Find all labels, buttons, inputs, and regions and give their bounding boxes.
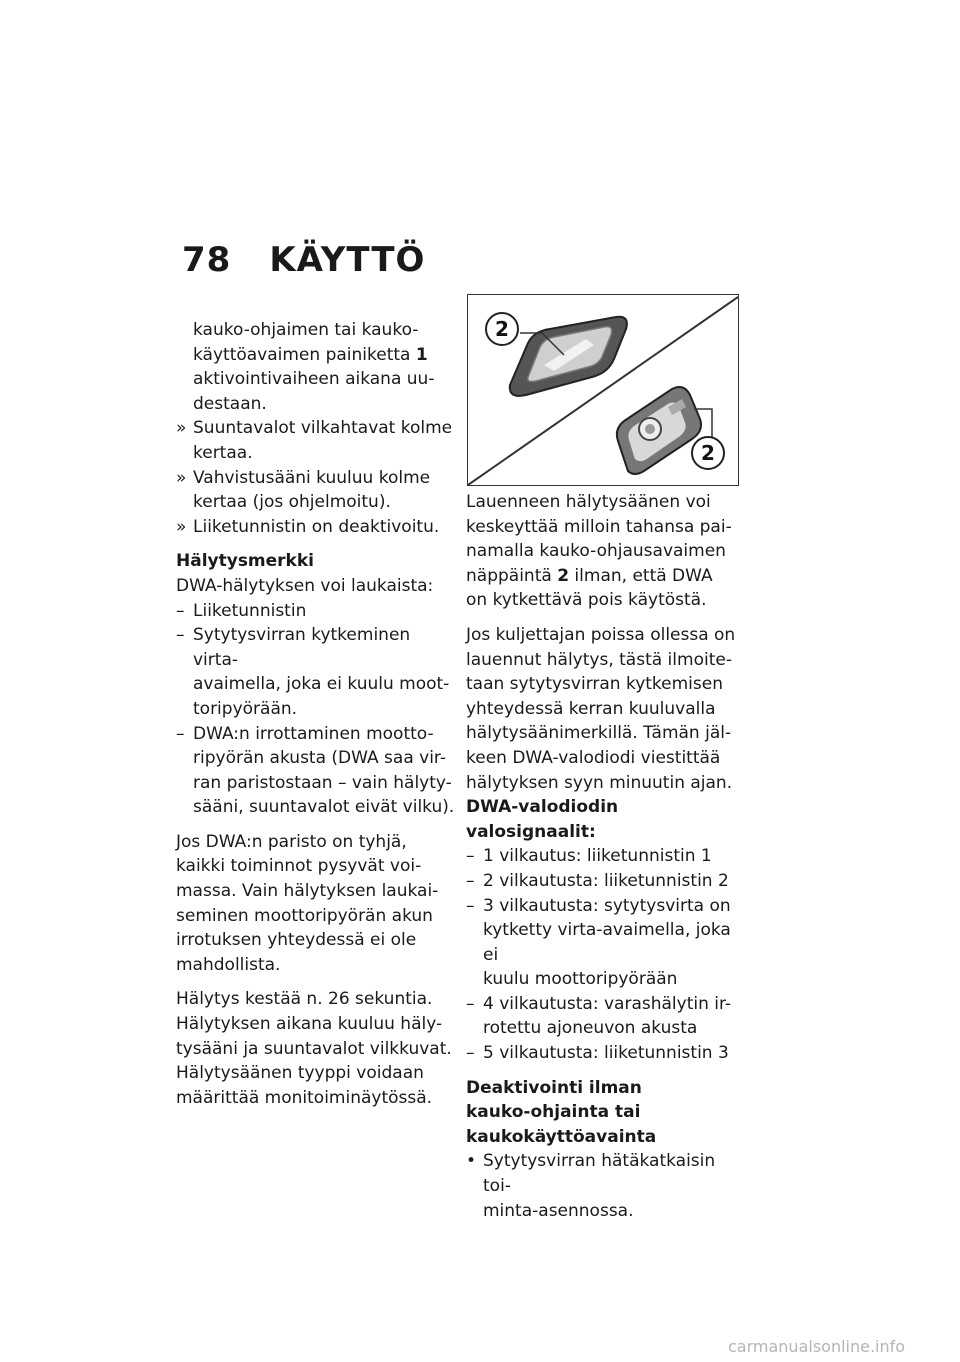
result-item [176, 416, 456, 465]
callout-bottom: 2 [701, 441, 715, 465]
text-line: sääni, suuntavalot eivät vilku). [193, 797, 455, 818]
led-heading: DWA-valodiodin valosignaalit: [466, 797, 619, 842]
deactivation-heading [466, 1076, 746, 1150]
text-line: Vahvistusääni kuuluu kolme [193, 467, 431, 488]
duration-paragraph [176, 987, 456, 1110]
text-line: käyttöavaimen painiketta [193, 344, 416, 365]
text-line: Sytytysvirran kytkeminen virta- [193, 625, 411, 670]
text-line: Hälytys kestää n. 26 sekuntia. [176, 989, 433, 1010]
battery-paragraph [176, 830, 456, 978]
trigger-list [176, 599, 456, 820]
alarm-intro: DWA-hälytyksen voi laukaista: [176, 575, 434, 596]
text-line: määrittää monitoiminäytössä. [176, 1087, 433, 1108]
text-line: avaimella, joka ei kuulu moot- [193, 674, 450, 695]
signal-item [466, 1041, 746, 1066]
text-line: 4 vilkautusta: varashälytin ir- [483, 993, 732, 1014]
text-line: hälytysäänimerkillä. Tämän jäl- [466, 723, 732, 744]
text-line: keskeyttää milloin tahansa pai- [466, 516, 732, 537]
trigger-item [176, 722, 456, 820]
list-marker: – [176, 600, 185, 621]
text-line: Hälytyksen aikana kuuluu häly- [176, 1014, 443, 1035]
text-line: namalla kauko-ohjausavaimen [466, 541, 726, 562]
result-item [176, 515, 456, 540]
signal-item [466, 869, 746, 894]
list-marker: – [176, 625, 185, 646]
list-marker: • [466, 1151, 477, 1172]
list-marker: » [176, 516, 187, 537]
text-line: minta-asennossa. [483, 1200, 634, 1221]
text-line: toripyörään. [193, 698, 298, 719]
text-line: Hälytysäänen tyyppi voidaan [176, 1063, 424, 1084]
text-line: lauennut hälytys, tästä ilmoite- [466, 649, 732, 670]
text-line: kuulu moottoripyörään [483, 969, 678, 990]
text-line: destaan. [193, 393, 267, 414]
list-marker: – [466, 846, 475, 867]
text-line: kaukokäyttöavainta [466, 1126, 657, 1147]
text-line: irrotuksen yhteydessä ei ole [176, 930, 417, 951]
text-line: näppäintä [466, 565, 558, 586]
list-marker: – [466, 895, 475, 916]
text-line: Jos DWA:n paristo on tyhjä, [176, 831, 407, 852]
text-line: Lauenneen hälytysäänen voi [466, 492, 711, 512]
key-fob-drawing [468, 295, 738, 485]
text-line: kauko-ohjaimen tai kauko- [193, 320, 419, 340]
key-fob-illustration [467, 294, 739, 486]
text-line: massa. Vain hälytyksen laukai- [176, 881, 439, 902]
button-key-1: 1 [415, 344, 428, 365]
signal-item [466, 844, 746, 869]
trigger-item [176, 623, 456, 721]
deactivation-item [466, 1149, 746, 1223]
text-line: ripyörän akusta (DWA saa vir- [193, 748, 446, 769]
text-line: Sytytysvirran hätäkatkaisin toi- [483, 1151, 716, 1197]
text-line: ran paristostaan – vain hälyty- [193, 772, 452, 793]
button-key-2: 2 [557, 565, 570, 586]
list-marker: – [176, 723, 185, 744]
text-line: hälytyksen syyn minuutin ajan. [466, 772, 733, 793]
text-line: 5 vilkautusta: liiketunnistin 3 [483, 1043, 729, 1064]
signal-item [466, 894, 746, 992]
text-line: yhteydessä kerran kuuluvalla [466, 698, 716, 719]
text-line: kertaa. [193, 442, 253, 463]
silence-paragraph [466, 490, 746, 613]
list-marker: – [466, 993, 475, 1014]
right-column [466, 490, 746, 1223]
text-line: on kytkettävä pois käytöstä. [466, 590, 707, 611]
text-line: aktivointivaiheen aikana uu- [193, 369, 435, 390]
text-line: ilman, että DWA [569, 565, 713, 586]
text-line: kaikki toiminnot pysyvät voi- [176, 856, 422, 877]
list-marker: » [176, 418, 187, 439]
left-column [176, 318, 456, 1110]
text-line: rotettu ajoneuvon akusta [483, 1018, 698, 1039]
signal-list [466, 844, 746, 1065]
text-line: kauko-ohjainta tai [466, 1102, 641, 1123]
deactivation-list [466, 1149, 746, 1223]
list-marker: – [466, 1043, 475, 1064]
alarm-heading: Hälytysmerkki [176, 551, 315, 572]
text-line: taan sytytysvirran kytkemisen [466, 674, 724, 695]
text-line: Suuntavalot vilkahtavat kolme [193, 418, 453, 439]
text-line: 1 vilkautus: liiketunnistin 1 [483, 846, 712, 867]
text-line: Jos kuljettajan poissa ollessa on [466, 624, 736, 645]
text-line: kertaa (jos ohjelmoitu). [193, 492, 391, 513]
text-line: 3 vilkautusta: sytytysvirta on [483, 895, 731, 916]
absence-paragraph [466, 623, 746, 795]
watermark: carmanualsonline.info [728, 1337, 906, 1356]
text-line: seminen moottoripyörän akun [176, 905, 433, 926]
text-line: DWA:n irrottaminen mootto- [193, 723, 434, 744]
list-marker: » [176, 467, 187, 488]
text-line: tysääni ja suuntavalot vilkkuvat. [176, 1038, 452, 1059]
list-marker: – [466, 870, 475, 891]
text-line: Liiketunnistin on deaktivoitu. [193, 516, 440, 537]
page-header [182, 240, 425, 280]
text-line: kytketty virta-avaimella, joka ei [483, 920, 731, 965]
chapter-title: KÄYTTÖ [269, 240, 426, 280]
result-item [176, 466, 456, 515]
callout-top: 2 [495, 317, 509, 341]
continued-text [176, 318, 456, 416]
text-line: 2 vilkautusta: liiketunnistin 2 [483, 870, 729, 891]
text-line: Deaktivointi ilman [466, 1077, 642, 1098]
signal-item [466, 992, 746, 1041]
page-number: 78 [182, 240, 232, 280]
trigger-item [176, 599, 456, 624]
text-line: keen DWA-valodiodi viestittää [466, 747, 721, 768]
text-line: Liiketunnistin [193, 600, 307, 621]
text-line: mahdollista. [176, 954, 281, 975]
result-list [176, 416, 456, 539]
